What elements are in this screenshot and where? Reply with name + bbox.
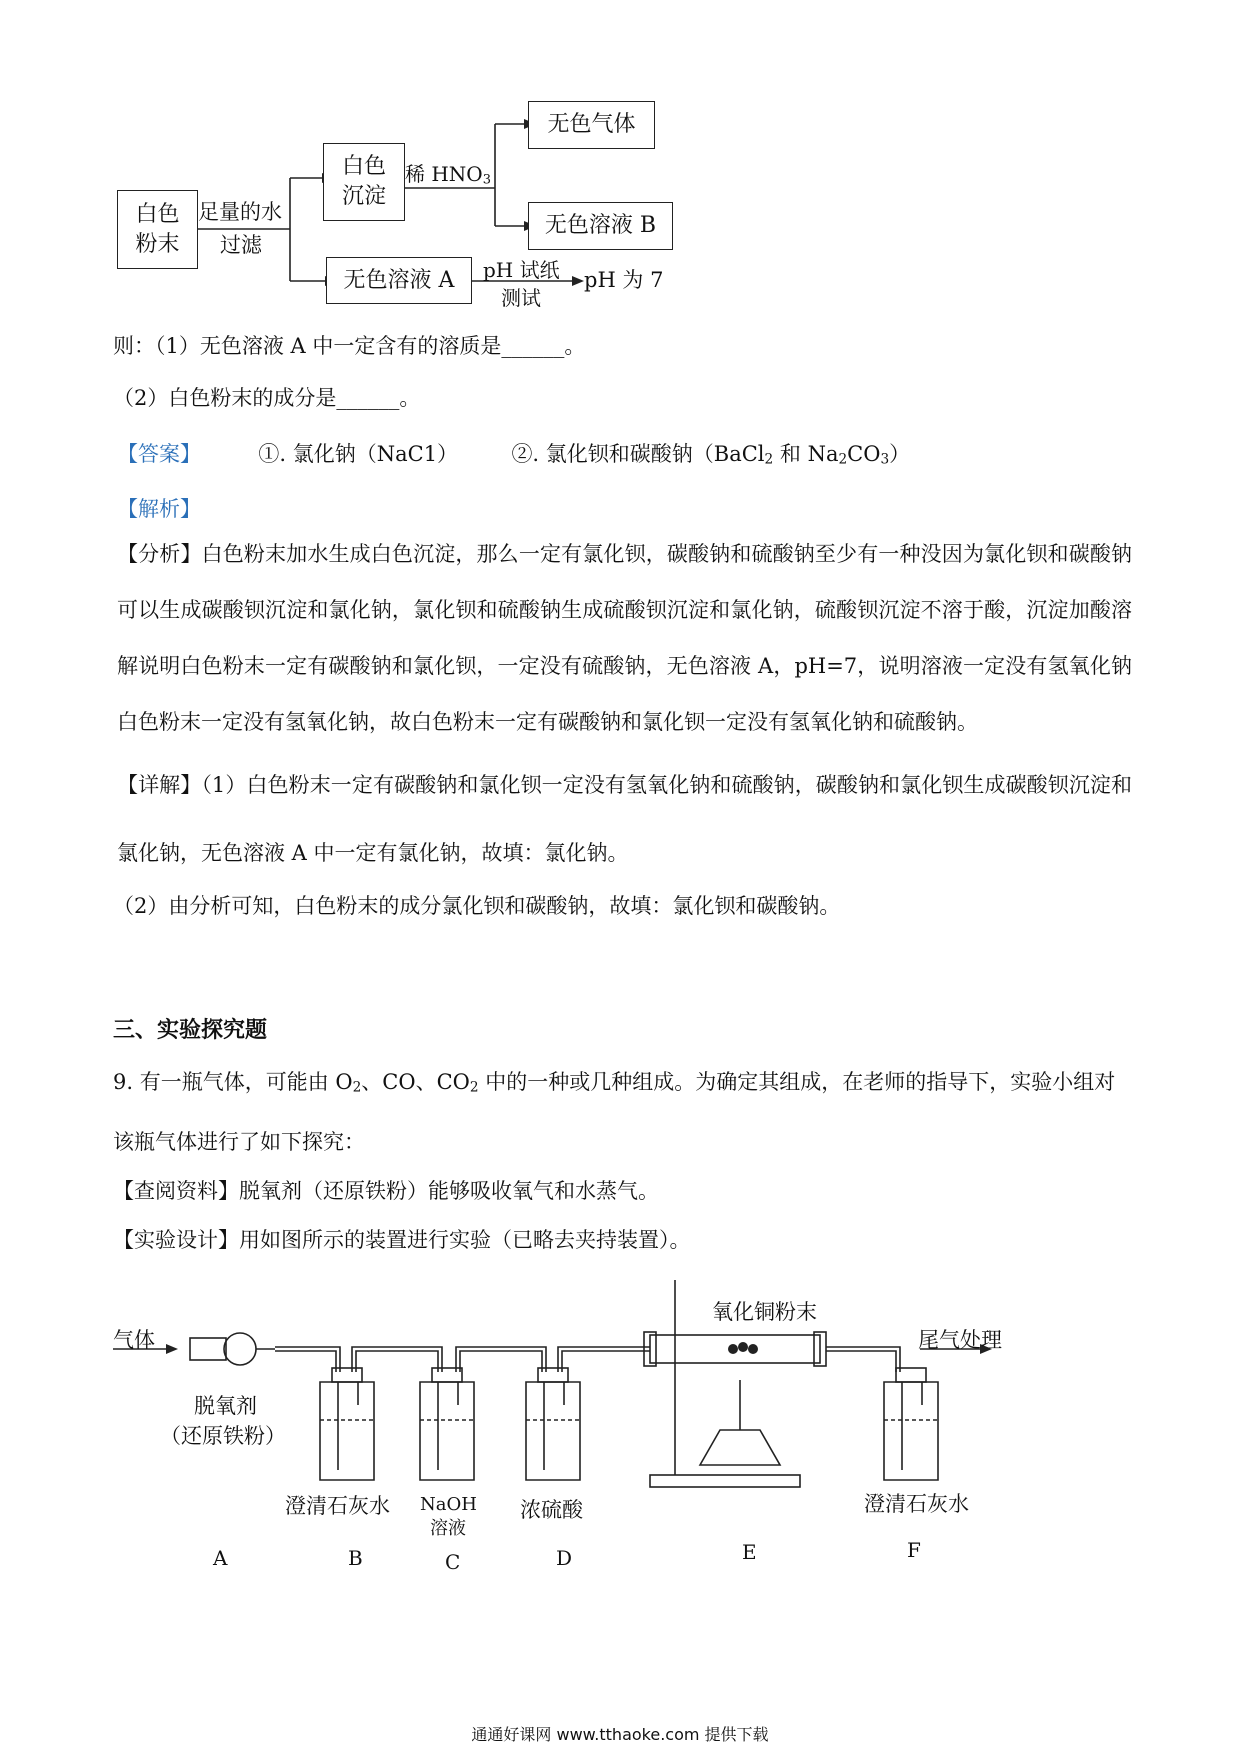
dilute-hno3-subscript: 3: [482, 172, 491, 188]
q9-line-2: 该瓶气体进行了如下探究：: [113, 1130, 365, 1154]
colorless-solution-a-box: [326, 257, 472, 304]
dilute-hno3-label: [405, 158, 491, 188]
sulfuric-d-label: 浓硫酸: [520, 1498, 583, 1522]
deoxidizer-tube: [190, 1338, 226, 1360]
ph-paper-label: pH 试纸: [483, 258, 560, 282]
bottle-d: [526, 1368, 580, 1480]
bottle-c: [420, 1368, 474, 1480]
water-label: 足量的水: [198, 200, 282, 224]
limewater-f-label: 澄清石灰水: [864, 1492, 969, 1516]
white-precipitate-box: [323, 143, 405, 221]
answer-item-2-part: ）: [889, 442, 911, 466]
limewater-b-label: 澄清石灰水: [285, 1494, 390, 1518]
deoxidizer-bulb: [224, 1333, 256, 1365]
answer-item-2-sub: 2: [838, 451, 848, 468]
colorless-solution-a-label: 无色溶液 A: [343, 267, 455, 293]
deoxidizer-label: 脱氧剂: [194, 1394, 257, 1418]
q9-subscript: 2: [469, 1079, 479, 1096]
bottle-f: [884, 1368, 938, 1480]
colorless-solution-b-label: 无色溶液 B: [544, 213, 657, 239]
filter-label: 过滤: [220, 233, 262, 257]
detail-paragraph: 【详解】（1）白色粉末一定有碳酸钠和氯化钡一定没有氢氧化钠和硫酸钠，碳酸钠和氯化钡生成碳酸钡沉淀和氯化钠，无色溶液 A 中一定有氯化钠，故填：氯化钠。: [117, 773, 1132, 865]
answer-item-2-part: 和 Na: [773, 442, 839, 466]
bottle-b: [320, 1368, 374, 1480]
answer-line: [117, 442, 910, 468]
naoh-c-label-2: 溶液: [430, 1518, 466, 1539]
colorless-gas-label: 无色气体: [547, 112, 636, 138]
tail-gas-label: 尾气处理: [918, 1328, 1002, 1352]
deoxidizer-note-label: （还原铁粉）: [160, 1424, 286, 1448]
answer-item-2: [511, 442, 910, 466]
question-1: 则：（1）无色溶液 A 中一定含有的溶质是______。: [113, 334, 586, 358]
q9-info: 【查阅资料】脱氧剂（还原铁粉）能够吸收氧气和水蒸气。: [113, 1179, 659, 1203]
answer-tag: 【答案】: [117, 442, 201, 466]
letter-c: C: [445, 1550, 461, 1574]
q9-line-1-part: 中的一种或几种组成。为确定其组成，在老师的指导下，实验小组对: [478, 1070, 1116, 1094]
answer-item-2-sub: 3: [880, 451, 890, 468]
letter-d: D: [556, 1546, 573, 1570]
gas-in-label: 气体: [113, 1328, 155, 1352]
q9-line-1: [113, 1070, 1115, 1096]
white-powder-box: [117, 190, 198, 269]
q9-line-1-part: 、CO、CO: [361, 1070, 470, 1094]
answer-item-2-part: ②. 氯化钡和碳酸钠（BaCl: [511, 442, 765, 466]
letter-b: B: [348, 1546, 363, 1570]
q9-line-1-part: 9. 有一瓶气体，可能由 O: [113, 1070, 353, 1094]
analysis-tag: 【解析】: [117, 497, 201, 521]
answer-item-2-part: CO: [847, 442, 881, 466]
test-label: 测试: [501, 286, 541, 310]
q9-design: 【实验设计】用如图所示的装置进行实验（已略去夹持装置）。: [113, 1228, 691, 1252]
dilute-hno3-text: 稀 HNO: [405, 162, 483, 186]
answer-item-1: ①. 氯化钠（NaC1）: [258, 442, 459, 466]
ph-result-label: pH 为 7: [584, 268, 664, 292]
colorless-gas-box: [528, 101, 655, 149]
inlet-arrow-head: [166, 1344, 178, 1354]
q9-subscript: 2: [352, 1079, 362, 1096]
colorless-solution-b-box: [528, 202, 673, 250]
section-heading: 三、实验探究题: [113, 1018, 268, 1043]
answer-item-2-sub: 2: [764, 451, 774, 468]
detail-paragraph-2: （2）由分析可知，白色粉末的成分氯化钡和碳酸钠，故填：氯化钡和碳酸钠。: [113, 894, 841, 918]
copper-oxide-label: 氧化铜粉末: [712, 1300, 817, 1324]
footer-credit: 通通好课网 www.tthaoke.com 提供下载: [471, 1725, 769, 1744]
naoh-c-label-1: NaOH: [420, 1494, 477, 1515]
letter-a: A: [213, 1546, 228, 1570]
letter-e: E: [742, 1540, 757, 1564]
letter-f: F: [907, 1538, 921, 1562]
question-2: （2）白色粉末的成分是______。: [113, 386, 421, 410]
white-precipitate-label: 白色 沉淀: [341, 154, 386, 209]
analysis-paragraph: 【分析】白色粉末加水生成白色沉淀，那么一定有氯化钡，碳酸钠和硫酸钠至少有一种没因为氯化钡和碳酸钠可以生成碳酸钡沉淀和氯化钠，氯化钡和硫酸钠生成硫酸钡沉淀和氯化钠，硫酸钡沉淀不溶于酸，沉淀加酸溶解说明白色粉末一定有碳酸钠和氯化钡，一定没有硫酸钠，无色溶液 A，pH=7，说明溶液一定没有氢氧化钠白色粉末一定没有氢氧化钠，故白色粉末一定有碳酸钠和氯化钡一定没有氢氧化钠和硫酸钠。: [117, 542, 1132, 734]
white-powder-label: 白色 粉末: [135, 201, 180, 257]
